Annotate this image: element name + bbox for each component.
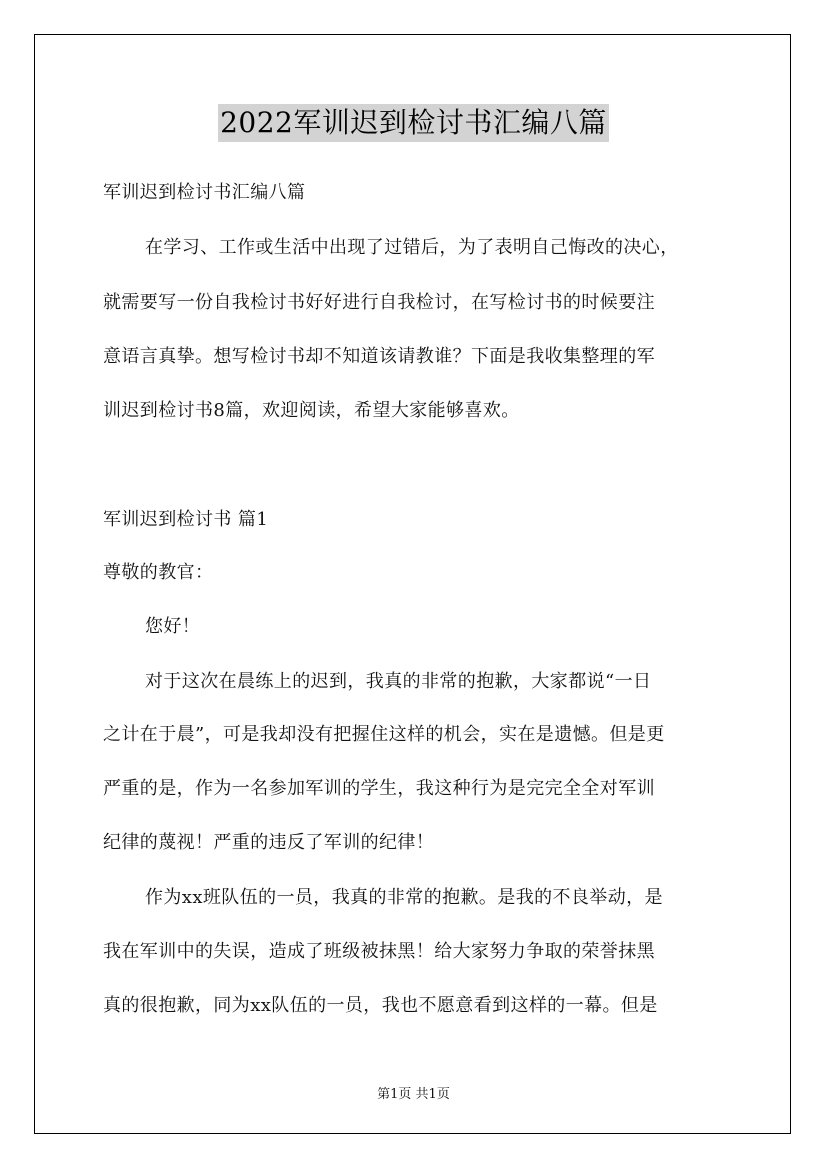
paragraph-line: 我在军训中的失误，造成了班级被抹黑！给大家努力争取的荣誉抹黑 xyxy=(103,941,655,962)
intro-line: 就需要写一份自我检讨书好好进行自我检讨，在写检讨书的时候要注 xyxy=(103,292,655,313)
intro-line: 意语言真挚。想写检讨书却不知道该请教谁？下面是我收集整理的军 xyxy=(103,346,655,367)
greeting: 您好！ xyxy=(145,616,201,637)
paragraph-line: 严重的是，作为一名参加军训的学生，我这种行为是完完全全对军训 xyxy=(103,778,655,799)
paragraph-line: 对于这次在晨练上的迟到，我真的非常的抱歉，大家都说“一日 xyxy=(145,671,652,692)
paragraph-line: 作为xx班队伍的一员，我真的非常的抱歉。是我的不良举动，是 xyxy=(145,887,663,908)
paragraph-line: 之计在于晨”，可是我却没有把握住这样的机会，实在是遗憾。但是更 xyxy=(103,724,665,745)
salutation: 尊敬的教官： xyxy=(103,562,214,583)
document-title: 2022军训迟到检讨书汇编八篇 xyxy=(218,104,609,142)
title-container xyxy=(0,104,827,142)
intro-line: 在学习、工作或生活中出现了过错后，为了表明自己悔改的决心， xyxy=(145,237,679,258)
intro-line: 训迟到检讨书8篇，欢迎阅读，希望大家能够喜欢。 xyxy=(103,400,520,421)
page-footer: 第1页 共1页 xyxy=(377,1087,450,1102)
document-subtitle: 军训迟到检讨书汇编八篇 xyxy=(103,182,306,203)
paragraph-line: 纪律的蔑视！严重的违反了军训的纪律！ xyxy=(103,832,435,853)
paragraph-line: 真的很抱歉，同为xx队伍的一员，我也不愿意看到这样的一幕。但是 xyxy=(103,995,658,1016)
section-heading: 军训迟到检讨书 篇1 xyxy=(103,509,269,530)
